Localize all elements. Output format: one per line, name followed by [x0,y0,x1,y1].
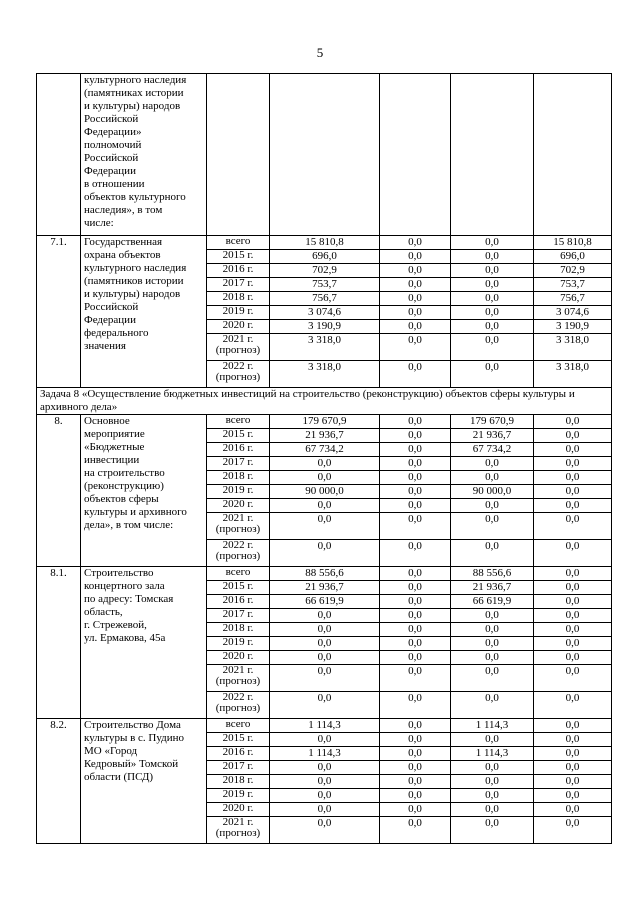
period-label: 2017 г. [207,278,270,292]
federal-value: 0,0 [380,306,451,320]
item-name-line: по адресу: Томская [84,593,174,605]
other-value: 0,0 [534,789,612,803]
regional-value: 0,0 [451,609,534,623]
item-name-line: культуры и архивного [84,506,187,518]
period-label: 2016 г. [207,443,270,457]
item-name-line: ул. Ермакова, 45а [84,632,166,644]
item-name-line: инвестиции [84,454,140,466]
federal-value: 0,0 [380,485,451,499]
regional-value: 0,0 [451,803,534,817]
period-label: 2015 г. [207,250,270,264]
regional-value: 0,0 [451,499,534,513]
regional-value: 0,0 [451,665,534,692]
total-value: 179 670,9 [270,415,380,429]
federal-value: 0,0 [380,540,451,567]
federal-value: 0,0 [380,499,451,513]
period-label: всего [207,567,270,581]
other-value: 0,0 [534,733,612,747]
regional-value: 179 670,9 [451,415,534,429]
other-value: 0,0 [534,415,612,429]
regional-value: 0,0 [451,761,534,775]
item-name [81,415,207,567]
page-number: 5 [316,45,324,60]
regional-value: 90 000,0 [451,485,534,499]
item-name-line: Российской [84,113,139,125]
federal-value: 0,0 [380,651,451,665]
item-name-line: концертного зала [84,580,165,592]
total-value: 3 074,6 [270,306,380,320]
period-label: 2020 г. [207,651,270,665]
federal-value: 0,0 [380,429,451,443]
regional-value: 0,0 [451,236,534,250]
regional-value: 0,0 [451,733,534,747]
period-label: 2017 г. [207,761,270,775]
regional-value: 0,0 [451,334,534,361]
item-name-line: Строительство Дома [84,719,181,731]
total-value: 3 318,0 [270,361,380,388]
other-value: 0,0 [534,595,612,609]
other-value: 0,0 [534,609,612,623]
other-value: 0,0 [534,651,612,665]
regional-value: 0,0 [451,361,534,388]
federal-value: 0,0 [380,803,451,817]
period-label: 2019 г. [207,637,270,651]
regional-value: 0,0 [451,250,534,264]
item-name-line: федерального [84,327,149,339]
federal-value: 0,0 [380,567,451,581]
item-name-line: и культуры) народов [84,100,181,112]
item-name-line: Российской [84,152,139,164]
other-value: 3 074,6 [534,306,612,320]
federal-value: 0,0 [380,817,451,844]
item-name-line: «Бюджетные [84,441,145,453]
period-label: 2017 г. [207,609,270,623]
item-name-line: (реконструкцию) [84,480,164,492]
regional-value: 21 936,7 [451,581,534,595]
period-label: 2020 г. [207,320,270,334]
other-value: 3 318,0 [534,334,612,361]
other-value: 0,0 [534,540,612,567]
table-row [37,415,612,429]
total-value: 88 556,6 [270,567,380,581]
regional-value: 0,0 [451,789,534,803]
total-value: 0,0 [270,817,380,844]
item-name-line: культурного наследия [84,74,187,86]
other-value: 702,9 [534,264,612,278]
item-name-line: значения [84,340,126,352]
federal-value: 0,0 [380,637,451,651]
federal-value: 0,0 [380,733,451,747]
item-name-line: на строительство [84,467,165,479]
item-name [81,567,207,719]
item-name-line: области (ПСД) [84,771,154,783]
item-name-line: (памятников истории [84,275,184,287]
regional-value: 66 619,9 [451,595,534,609]
total-value: 0,0 [270,499,380,513]
period-label: 2020 г. [207,499,270,513]
period-label: 2016 г. [207,595,270,609]
federal-value: 0,0 [380,747,451,761]
total-value: 0,0 [270,471,380,485]
item-number: 8.1. [37,567,81,719]
funding-table [36,73,612,844]
other-value: 15 810,8 [534,236,612,250]
other-value: 0,0 [534,471,612,485]
regional-value: 0,0 [451,457,534,471]
item-name-line: Российской [84,301,139,313]
other-value: 0,0 [534,719,612,733]
other-value: 0,0 [534,803,612,817]
item-number: 7.1. [37,236,81,388]
total-value: 66 619,9 [270,595,380,609]
total-value: 90 000,0 [270,485,380,499]
federal-value: 0,0 [380,761,451,775]
total-value: 3 190,9 [270,320,380,334]
total-value: 753,7 [270,278,380,292]
item-name-line: культуры в с. Пудино [84,732,185,744]
regional-value: 0,0 [451,264,534,278]
table-row [37,719,612,733]
item-name-line: полномочий [84,139,142,151]
period-label: всего [207,719,270,733]
other-value: 0,0 [534,761,612,775]
other-value: 0,0 [534,692,612,719]
federal-value: 0,0 [380,692,451,719]
item-name [81,74,207,236]
other-value: 0,0 [534,485,612,499]
regional-value: 0,0 [451,292,534,306]
table-row [37,567,612,581]
item-number: 8.2. [37,719,81,844]
federal-value: 0,0 [380,471,451,485]
federal-value: 0,0 [380,457,451,471]
total-value: 1 114,3 [270,719,380,733]
item-name-line: числе: [84,217,114,229]
total-value: 0,0 [270,637,380,651]
federal-value: 0,0 [380,334,451,361]
regional-value: 0,0 [451,320,534,334]
period-label: 2021 г. (прогноз) [207,334,270,361]
total-value: 0,0 [270,775,380,789]
item-name-line: охрана объектов [84,249,161,261]
item-name-line: наследия», в том [84,204,163,216]
period-label: 2016 г. [207,747,270,761]
total-value: 3 318,0 [270,334,380,361]
federal-value: 0,0 [380,250,451,264]
period-label: 2021 г. (прогноз) [207,817,270,844]
period-label: 2022 г. (прогноз) [207,540,270,567]
task-row [37,388,612,415]
total-value: 0,0 [270,803,380,817]
regional-value: 0,0 [451,623,534,637]
item-name-line: (памятниках истории [84,87,184,99]
period-label: всего [207,415,270,429]
item-name [81,236,207,388]
period-label: 2018 г. [207,775,270,789]
regional-value: 0,0 [451,775,534,789]
period-label: 2018 г. [207,292,270,306]
federal-value: 0,0 [380,264,451,278]
other-value: 696,0 [534,250,612,264]
federal-value: 0,0 [380,775,451,789]
federal-value: 0,0 [380,623,451,637]
other-value: 0,0 [534,747,612,761]
total-value: 1 114,3 [270,747,380,761]
regional-value: 0,0 [451,692,534,719]
period-label: 2021 г. (прогноз) [207,665,270,692]
total-value: 696,0 [270,250,380,264]
federal-value: 0,0 [380,595,451,609]
regional-value: 0,0 [451,817,534,844]
item-name-line: Государственная [84,236,163,248]
total-value: 67 734,2 [270,443,380,457]
empty-cell [380,74,451,236]
other-value: 0,0 [534,581,612,595]
item-name-line: Федерации [84,314,136,326]
regional-value: 0,0 [451,513,534,540]
total-value: 0,0 [270,761,380,775]
other-value: 0,0 [534,443,612,457]
empty-cell [207,74,270,236]
federal-value: 0,0 [380,361,451,388]
item-name-line: мероприятие [84,428,145,440]
empty-cell [534,74,612,236]
total-value: 0,0 [270,789,380,803]
item-number: 8. [37,415,81,567]
federal-value: 0,0 [380,789,451,803]
other-value: 0,0 [534,567,612,581]
federal-value: 0,0 [380,581,451,595]
other-value: 0,0 [534,775,612,789]
other-value: 0,0 [534,513,612,540]
regional-value: 0,0 [451,306,534,320]
federal-value: 0,0 [380,609,451,623]
other-value: 3 318,0 [534,361,612,388]
period-label: 2015 г. [207,581,270,595]
federal-value: 0,0 [380,665,451,692]
period-label: 2018 г. [207,623,270,637]
regional-value: 88 556,6 [451,567,534,581]
period-label: 2019 г. [207,789,270,803]
empty-cell [270,74,380,236]
total-value: 0,0 [270,733,380,747]
item-name-line: дела», в том числе: [84,519,174,531]
regional-value: 0,0 [451,471,534,485]
federal-value: 0,0 [380,719,451,733]
table-row [37,74,612,236]
total-value: 0,0 [270,609,380,623]
item-name-line: и культуры) народов [84,288,181,300]
other-value: 756,7 [534,292,612,306]
period-label: всего [207,236,270,250]
total-value: 702,9 [270,264,380,278]
item-name-line: Основное [84,415,130,427]
total-value: 21 936,7 [270,429,380,443]
regional-value: 0,0 [451,651,534,665]
item-name-line: объектов культурного [84,191,186,203]
other-value: 0,0 [534,817,612,844]
federal-value: 0,0 [380,443,451,457]
period-label: 2020 г. [207,803,270,817]
regional-value: 67 734,2 [451,443,534,457]
period-label: 2021 г. (прогноз) [207,513,270,540]
item-name-line: Строительство [84,567,154,579]
item-name-line: объектов сферы [84,493,159,505]
other-value: 0,0 [534,623,612,637]
item-name [81,719,207,844]
total-value: 756,7 [270,292,380,306]
federal-value: 0,0 [380,278,451,292]
regional-value: 0,0 [451,278,534,292]
other-value: 753,7 [534,278,612,292]
item-name-line: Федерации [84,165,136,177]
period-label: 2018 г. [207,471,270,485]
total-value: 0,0 [270,651,380,665]
other-value: 0,0 [534,637,612,651]
item-name-line: МО «Город [84,745,138,757]
federal-value: 0,0 [380,415,451,429]
total-value: 0,0 [270,457,380,471]
regional-value: 1 114,3 [451,719,534,733]
total-value: 0,0 [270,623,380,637]
other-value: 0,0 [534,429,612,443]
period-label: 2019 г. [207,485,270,499]
federal-value: 0,0 [380,292,451,306]
regional-value: 21 936,7 [451,429,534,443]
other-value: 0,0 [534,665,612,692]
regional-value: 0,0 [451,540,534,567]
federal-value: 0,0 [380,513,451,540]
item-name-line: г. Стрежевой, [84,619,147,631]
table-row [37,236,612,250]
period-label: 2017 г. [207,457,270,471]
empty-cell [451,74,534,236]
period-label: 2022 г. (прогноз) [207,692,270,719]
federal-value: 0,0 [380,320,451,334]
item-number [37,74,81,236]
period-label: 2019 г. [207,306,270,320]
total-value: 21 936,7 [270,581,380,595]
total-value: 0,0 [270,665,380,692]
period-label: 2022 г. (прогноз) [207,361,270,388]
other-value: 3 190,9 [534,320,612,334]
total-value: 15 810,8 [270,236,380,250]
task-heading: Задача 8 «Осуществление бюджетных инвестиций на строительство (реконструкцию) объектов сферы культуры и архивного дела» [37,388,612,415]
total-value: 0,0 [270,692,380,719]
period-label: 2016 г. [207,264,270,278]
regional-value: 1 114,3 [451,747,534,761]
total-value: 0,0 [270,513,380,540]
period-label: 2015 г. [207,429,270,443]
regional-value: 0,0 [451,637,534,651]
period-label: 2015 г. [207,733,270,747]
item-name-line: область, [84,606,123,618]
item-name-line: Федерации» [84,126,142,138]
item-name-line: Кедровый» Томской [84,758,179,770]
federal-value: 0,0 [380,236,451,250]
item-name-line: в отношении [84,178,145,190]
other-value: 0,0 [534,457,612,471]
item-name-line: культурного наследия [84,262,187,274]
total-value: 0,0 [270,540,380,567]
other-value: 0,0 [534,499,612,513]
